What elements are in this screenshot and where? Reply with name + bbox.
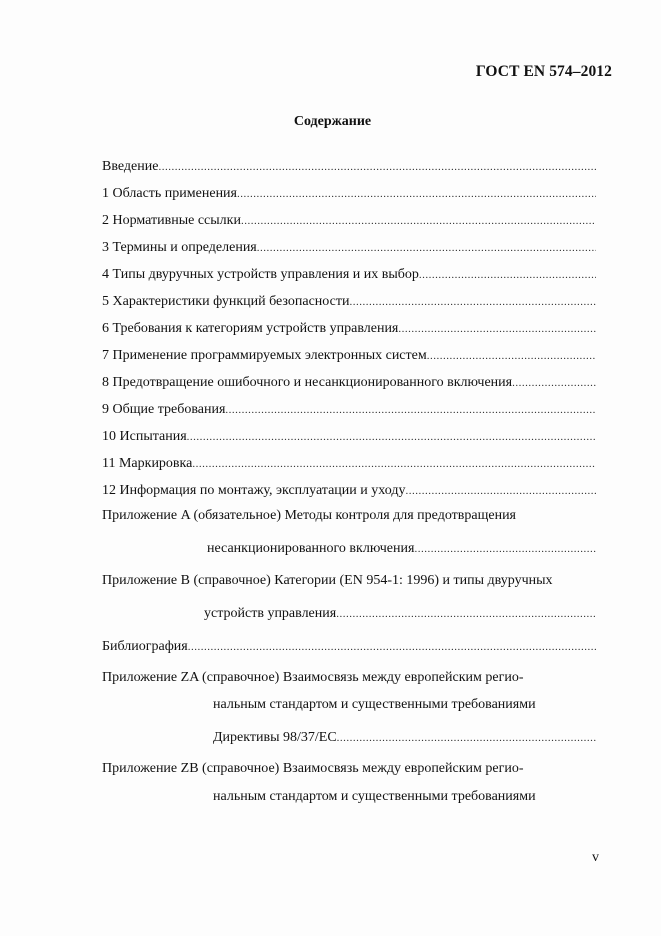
toc-entry[interactable] xyxy=(102,759,596,779)
toc-entry-label: 8 Предотвращение ошибочного и несанкционированного включения xyxy=(102,375,513,390)
toc-entry[interactable] xyxy=(102,571,596,591)
dot-leader xyxy=(336,604,596,624)
toc-entry-label: Приложение ZB (справочное) Взаимосвязь между европейским регио- xyxy=(102,761,524,776)
dot-leader xyxy=(257,238,596,258)
dot-leader xyxy=(398,319,596,339)
toc-entry[interactable] xyxy=(213,728,596,748)
toc-entry[interactable] xyxy=(102,319,596,339)
toc-entry-label: 6 Требования к категориям устройств управления xyxy=(102,321,399,336)
toc-entry[interactable] xyxy=(102,157,596,177)
toc-entry-label: 9 Общие требования xyxy=(102,402,226,417)
dot-leader xyxy=(192,454,596,474)
toc-entry-label: устройств управления xyxy=(204,606,337,621)
toc-entry[interactable] xyxy=(102,346,596,366)
toc-entry[interactable] xyxy=(213,695,596,715)
toc-entry-label: 4 Типы двуручных устройств управления и их выбор xyxy=(102,267,419,282)
toc-entry[interactable] xyxy=(102,506,596,526)
page-title: Содержание xyxy=(293,114,372,129)
dot-leader xyxy=(414,539,596,559)
toc-entry[interactable] xyxy=(102,400,596,420)
toc-entry[interactable] xyxy=(102,184,596,204)
toc-entry-label: 3 Термины и определения xyxy=(102,240,257,255)
toc-entry-label: несанкционированного включения xyxy=(207,541,415,556)
dot-leader xyxy=(405,481,596,501)
dot-leader xyxy=(349,292,596,312)
toc-entry[interactable] xyxy=(102,668,596,688)
toc-entry-label: 2 Нормативные ссылки xyxy=(102,213,241,228)
toc-entry-label: Директивы 98/37/EC xyxy=(213,730,337,745)
toc-entry-label: 1 Область применения xyxy=(102,186,237,201)
dot-leader xyxy=(158,157,596,177)
toc-entry[interactable] xyxy=(102,637,596,657)
toc-entry-label: нальным стандартом и существенными требованиями xyxy=(213,697,536,712)
toc-entry[interactable] xyxy=(102,211,596,231)
document-code-header: ГОСТ EN 574–2012 xyxy=(475,63,612,80)
toc-entry-label: 7 Применение программируемых электронных систем xyxy=(102,348,427,363)
toc-entry-label: Приложение ZA (справочное) Взаимосвязь между европейским регио- xyxy=(102,670,524,685)
toc-entry[interactable] xyxy=(213,787,596,807)
dot-leader xyxy=(419,265,596,285)
toc-entry[interactable] xyxy=(204,604,596,624)
dot-leader xyxy=(188,637,596,657)
toc-entry[interactable] xyxy=(102,265,596,285)
toc-entry[interactable] xyxy=(102,373,596,393)
toc-entry[interactable] xyxy=(102,427,596,447)
toc-entry-label: 10 Испытания xyxy=(102,429,187,444)
toc-entry[interactable] xyxy=(102,292,596,312)
dot-leader xyxy=(512,373,596,393)
dot-leader xyxy=(237,184,596,204)
toc-entry[interactable] xyxy=(102,481,596,501)
toc-entry-label: нальным стандартом и существенными требованиями xyxy=(213,789,536,804)
toc-entry[interactable] xyxy=(207,539,596,559)
page-number: v xyxy=(592,850,599,865)
toc-entry[interactable] xyxy=(102,454,596,474)
toc-entry-label: Библиография xyxy=(102,639,188,654)
toc-entry-label: 5 Характеристики функций безопасности xyxy=(102,294,350,309)
toc-entry-label: Приложение A (обязательное) Методы контроля для предотвращения xyxy=(102,508,516,523)
dot-leader xyxy=(241,211,596,231)
toc-entry-label: Приложение B (справочное) Категории (EN 954-1: 1996) и типы двуручных xyxy=(102,573,553,588)
toc-entry-label: 12 Информация по монтажу, эксплуатации и уходу xyxy=(102,483,406,498)
dot-leader xyxy=(187,427,596,447)
toc-entry-label: 11 Маркировка xyxy=(102,456,193,471)
dot-leader xyxy=(337,728,596,748)
toc-entry[interactable] xyxy=(102,238,596,258)
dot-leader xyxy=(427,346,596,366)
dot-leader xyxy=(225,400,596,420)
toc-entry-label: Введение xyxy=(102,159,159,174)
